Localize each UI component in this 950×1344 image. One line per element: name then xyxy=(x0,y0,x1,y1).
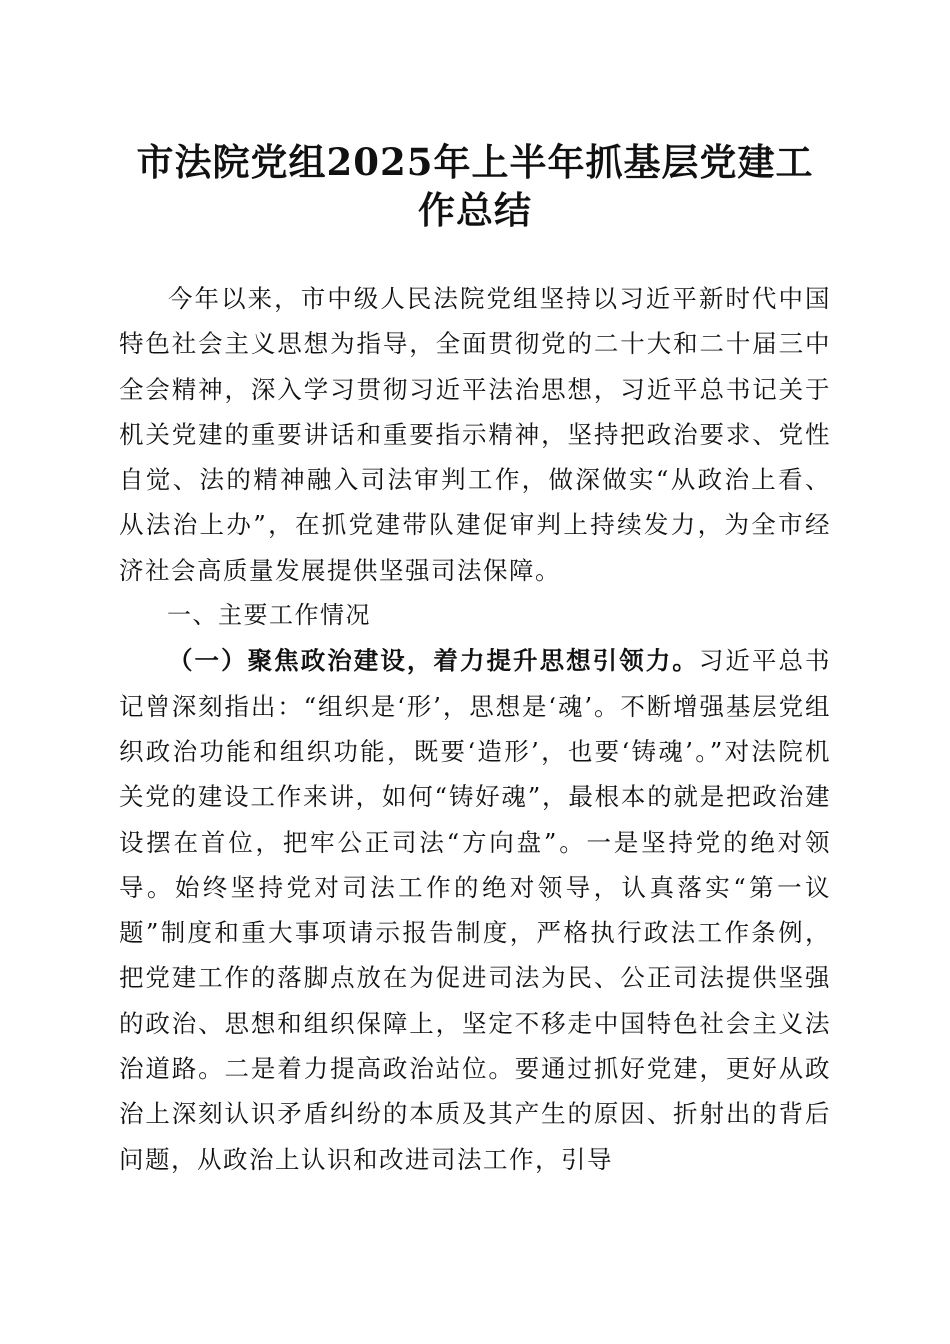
subsection-body: 习近平总书记曾深刻指出：“组织是‘形’，思想是‘魂’。不断增强基层党组织政治功能和组织功能，既要‘造形’，也要‘铸魂’。”对法院机关党的建设工作来讲，如何“铸好魂”，最根本的就是把政治建设摆在首位，把牢公正司法“方向盘”。一是坚持党的绝对领导。始终坚持党对司法工作的绝对领导，认真落实“第一议题”制度和重大事项请示报告制度，严格执行政法工作条例，把党建工作的落脚点放在为促进司法为民、公正司法提供坚强的政治、思想和组织保障上，坚定不移走中国特色社会主义法治道路。二是着力提高政治站位。要通过抓好党建，更好从政治上深刻认识矛盾纠纷的本质及其产生的原因、折射出的背后问题，从政治上认识和改进司法工作，引导 xyxy=(119,646,832,1174)
document-title: 市法院党组2025年上半年抓基层党建工作总结 xyxy=(136,140,814,232)
subsection-heading: （一）聚焦政治建设，着力提升思想引领力。 xyxy=(168,646,699,676)
section-heading: 一、主要工作情况 xyxy=(167,601,371,630)
document-body xyxy=(119,276,831,1182)
subsection-paragraph xyxy=(119,638,831,1182)
intro-paragraph: 今年以来，市中级人民法院党组坚持以习近平新时代中国特色社会主义思想为指导，全面贯彻党的二十大和二十届三中全会精神，深入学习贯彻习近平法治思想，习近平总书记关于机关党建的重要讲话和重要指示精神，坚持把政治要求、党性自觉、法的精神融入司法审判工作，做深做实“从政治上看、从法治上办”，在抓党建带队建促审判上持续发力，为全市经济社会高质量发展提供坚强司法保障。 xyxy=(119,284,831,585)
